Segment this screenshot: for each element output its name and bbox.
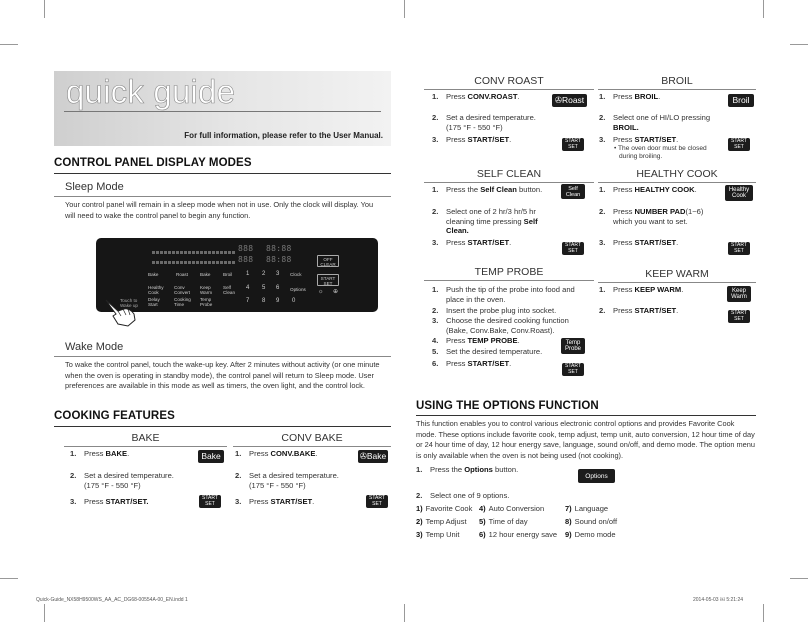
panel-lock-icon: ⊕ [333, 289, 339, 295]
step-number: 1. [599, 92, 606, 101]
panel-key-bake: Bake [148, 272, 159, 277]
key-line: SET [734, 143, 744, 150]
panel-key-2: 2 [262, 271, 266, 277]
step-text: . [315, 449, 318, 458]
healthy-cook-heading: HEALTHY COOK [636, 168, 718, 180]
display-segments [152, 251, 236, 254]
step-text: . [509, 238, 512, 247]
display-digits: 888 [238, 255, 254, 264]
conv-bake-start-key [366, 495, 388, 508]
section-heading-control-panel: CONTROL PANEL DISPLAY MODES [54, 157, 252, 169]
column-rule [598, 89, 756, 90]
step-number: 6. [432, 359, 439, 368]
conv-roast-heading: CONV ROAST [474, 75, 544, 87]
panel-key-6: 6 [276, 285, 280, 291]
panel-key-clock: Clock [290, 272, 302, 277]
step-text: . [658, 92, 661, 101]
panel-start-set-key: START SET [317, 274, 339, 286]
key-line: Temp [565, 339, 581, 346]
key-line: START [202, 495, 218, 501]
step-number: 1. [70, 449, 77, 458]
step-text: Press [613, 92, 635, 101]
panel-key-8: 8 [262, 298, 266, 304]
footer-timestamp: 2014-05-03 ￼ 5:21:24 [693, 597, 744, 603]
display-digits: 888 [238, 244, 254, 253]
step-text: Press [84, 497, 106, 506]
key-line: Warm [731, 294, 747, 300]
panel-wake-label: Touch to Wake up [120, 298, 138, 308]
step-text: Press [613, 135, 635, 144]
option-number: 8) [565, 517, 572, 526]
step-text: Press [446, 135, 468, 144]
wake-mode-text: To wake the control panel, touch the wake-up key. After 2 minutes without activity (or one minute when the oven is operating in standby mode), the control panel will return to Sleep mode. User preferences are available in this mode as well as timers, the oven light, and the control lock. [65, 360, 380, 391]
step-text: place in the oven. [446, 294, 506, 304]
panel-key-0: 0 [292, 298, 296, 304]
key-line: SET [372, 500, 382, 507]
option-number: 9) [565, 530, 572, 539]
keep-warm-start-key [728, 310, 750, 323]
step-number: 2. [432, 207, 439, 216]
option-number: 1) [416, 504, 423, 513]
step-bold: Clean. [446, 226, 469, 236]
key-line: SET [734, 315, 744, 322]
key-line: START [731, 138, 747, 144]
step-text: Press [613, 306, 635, 315]
step-text: . [509, 135, 512, 144]
step-bold: Self Clean [480, 185, 517, 194]
option-item [565, 530, 616, 539]
crop-mark [0, 44, 18, 45]
crop-mark [763, 0, 764, 18]
option-label: 12 hour energy save [488, 530, 558, 539]
panel-off-clear-key: OFF CLEAR [317, 255, 339, 267]
crop-mark [404, 604, 405, 622]
crop-mark [763, 604, 764, 622]
column-rule [424, 182, 594, 183]
column-rule [598, 182, 756, 183]
option-item [565, 504, 608, 513]
conv-roast-key [552, 94, 587, 107]
step-number: 3. [599, 135, 606, 144]
step-bold: Options [464, 465, 493, 474]
keep-warm-key [727, 286, 751, 302]
section-rule [54, 426, 391, 427]
step-number: 3. [432, 238, 439, 247]
step-number: 2. [432, 306, 439, 315]
step-text: Press [446, 336, 468, 345]
step-text: (175 °F - 550 °F) [446, 122, 503, 132]
conv-bake-heading: CONV BAKE [281, 432, 343, 444]
panel-key-self-clean: Self Clean [223, 285, 236, 295]
panel-key-conv-convert: Conv Convert [174, 285, 191, 295]
key-line: Clean [565, 191, 581, 198]
step-number: 3. [432, 316, 439, 325]
crop-mark [0, 578, 18, 579]
step-text: Press [613, 207, 635, 216]
step-text: Set a desired temperature. [446, 113, 536, 122]
temp-probe-key [561, 338, 585, 354]
step-text: Insert the probe plug into socket. [446, 306, 557, 315]
step-number: 1. [599, 185, 606, 194]
title-underline [64, 111, 381, 112]
step-bold: START/SET [634, 135, 677, 144]
step-bold: START/SET [467, 238, 510, 247]
panel-key-1: 1 [246, 271, 250, 277]
option-number: 5) [479, 517, 486, 526]
key-line: SET [568, 143, 578, 150]
display-clock: 88:88 [266, 255, 292, 264]
option-item [416, 530, 459, 539]
step-text: . [676, 135, 679, 144]
key-line: Healthy [728, 186, 750, 193]
step-text: Push the tip of the probe into food and [446, 285, 575, 294]
display-segments [152, 261, 236, 264]
crop-mark [44, 0, 45, 18]
step-text: (1~6) [685, 207, 704, 216]
crop-mark [44, 604, 45, 622]
crop-mark [404, 0, 405, 18]
step-bold: START/SET [467, 359, 510, 368]
crop-mark [790, 578, 808, 579]
step-text: . [676, 306, 679, 315]
control-panel-illustration [96, 238, 378, 312]
step-bold: CONV.ROAST [467, 92, 518, 101]
option-label: Favorite Cook [425, 504, 473, 513]
key-line: START [565, 138, 581, 144]
self-clean-start-key [562, 242, 584, 255]
crop-mark [790, 44, 808, 45]
section-heading-options: USING THE OPTIONS FUNCTION [416, 400, 599, 412]
step-text: . [676, 238, 679, 247]
healthy-cook-start-key [728, 242, 750, 255]
panel-light-icon: ☼ [318, 289, 324, 295]
page-subtitle: For full information, please refer to the User Manual. [184, 131, 383, 140]
step-text: button. [516, 185, 543, 194]
page-title: quick guide [66, 73, 236, 110]
step-number: 2. [416, 491, 423, 500]
key-line: SET [734, 247, 744, 254]
option-number: 6) [479, 530, 486, 539]
bake-key: Bake [198, 450, 224, 463]
step-text: Set a desired temperature. [84, 471, 174, 480]
step-bold: TEMP PROBE [467, 336, 518, 345]
note-line: • The oven door must be closed [614, 145, 707, 152]
option-label: Time of day [488, 517, 528, 526]
option-item [479, 504, 544, 513]
option-label: Temp Adjust [425, 517, 467, 526]
panel-key-options: Options [290, 287, 306, 292]
step-bold: START/SET [270, 497, 313, 506]
temp-probe-heading: TEMP PROBE [474, 266, 544, 278]
subsection-rule [54, 356, 391, 357]
step-text: (Bake, Conv.Bake, Conv.Roast). [446, 325, 555, 335]
key-line: START [731, 310, 747, 316]
healthy-cook-key [725, 185, 753, 201]
step-text: Press [84, 449, 106, 458]
step-text: (175 °F - 550 °F) [84, 480, 141, 490]
bake-start-key [199, 495, 221, 508]
display-clock: 88:88 [266, 244, 292, 253]
step-text: (175 °F - 550 °F) [249, 480, 306, 490]
step-bold: START/SET [634, 238, 677, 247]
key-line: Probe [564, 346, 581, 352]
step-text: Press [613, 285, 635, 294]
step-text: . [517, 92, 520, 101]
section-rule [54, 173, 391, 174]
step-bold: START/SET [467, 135, 510, 144]
step-text: . [127, 449, 130, 458]
option-number: 2) [416, 517, 423, 526]
key-line: SET [205, 500, 215, 507]
step-text: Select one of HI/LO pressing [613, 113, 711, 122]
step-text: . [517, 336, 520, 345]
option-number: 7) [565, 504, 572, 513]
panel-key-roast: Roast [176, 272, 189, 277]
step-text: Press [249, 497, 271, 506]
step-bold: BROIL [634, 92, 659, 101]
panel-key-keep-warm: Keep Warm [200, 285, 213, 295]
step-text: Set the desired temperature. [446, 347, 543, 356]
step-bold: Self [523, 216, 538, 226]
option-label: Sound on/off [574, 517, 618, 526]
step-number: 3. [432, 135, 439, 144]
step-text: Press [446, 238, 468, 247]
sleep-mode-text: Your control panel will remain in a sleep mode when not in use. Only the clock will display. You will need to wake the control panel to begin any function. [65, 200, 374, 220]
option-label: Language [574, 504, 609, 513]
step-text: . [681, 285, 684, 294]
broil-key: Broil [728, 94, 754, 107]
key-label: Roast [561, 95, 585, 105]
conv-roast-start-key [562, 138, 584, 151]
step-text: Press [249, 449, 271, 458]
keep-warm-heading: KEEP WARM [645, 268, 709, 280]
self-clean-heading: SELF CLEAN [476, 168, 542, 180]
step-number: 1. [235, 449, 242, 458]
column-rule [424, 89, 594, 90]
step-text: Press [613, 238, 635, 247]
step-text: Press [446, 359, 468, 368]
step-number: 1. [432, 285, 439, 294]
fan-icon: ✇ [359, 451, 367, 461]
panel-key-temp-probe: Temp Probe [200, 297, 213, 307]
key-line: Self [568, 185, 578, 192]
step-text: which you want to set. [613, 216, 688, 226]
broil-note [614, 145, 707, 161]
subsection-rule [54, 196, 391, 197]
option-item [416, 517, 467, 526]
temp-probe-start-key [562, 363, 584, 376]
step-bold: START/SET [634, 306, 677, 315]
broil-start-key [728, 138, 750, 151]
step-number: 3. [70, 497, 77, 506]
title-banner [54, 71, 391, 146]
panel-key-3: 3 [276, 271, 280, 277]
column-rule [64, 446, 227, 447]
panel-key-9: 9 [276, 298, 280, 304]
step-text: cleaning time pressing [446, 216, 524, 226]
panel-key-delay-start: Delay Start [148, 297, 160, 307]
step-number: 4. [432, 336, 439, 345]
key-line: START [565, 242, 581, 248]
step-number: 2. [70, 471, 77, 480]
step-bold: NUMBER PAD [634, 207, 686, 216]
key-line: SET [568, 247, 578, 254]
footer-filename: Quick-Guide_NX58H9500WS_AA_AC_DG68-00554A-00_EN.indd 1 [36, 597, 188, 603]
step-text: Press the [446, 185, 481, 194]
panel-key-4: 4 [246, 285, 250, 291]
step-bold: HEALTHY COOK [634, 185, 695, 194]
panel-key-broil: Broil [223, 272, 233, 277]
step-bold: CONV.BAKE [270, 449, 316, 458]
key-line: SET [568, 368, 578, 375]
step-text: . [509, 359, 512, 368]
step-text: Choose the desired cooking function [446, 316, 569, 325]
conv-bake-key [358, 450, 388, 463]
option-item [565, 517, 617, 526]
section-rule [416, 415, 756, 416]
column-rule [233, 446, 391, 447]
wake-mode-title: Wake Mode [65, 341, 124, 353]
note-line: during broiling. [619, 153, 663, 160]
option-label: Demo mode [574, 530, 616, 539]
step-number: 2. [599, 113, 606, 122]
panel-key-5: 5 [262, 285, 266, 291]
step-number: 3. [599, 238, 606, 247]
panel-key-bake-2: Bake [200, 272, 211, 277]
step-text: Press [613, 185, 635, 194]
self-clean-key [561, 184, 585, 199]
key-line: Cook [731, 193, 746, 199]
option-item [479, 517, 528, 526]
step-number: 5. [432, 347, 439, 356]
panel-key-healthy-cook: Healthy Cook [148, 285, 164, 295]
option-item [416, 504, 472, 513]
step-number: 1. [599, 285, 606, 294]
step-number: 2. [235, 471, 242, 480]
bake-heading: BAKE [131, 432, 160, 444]
step-number: 2. [599, 207, 606, 216]
step-number: 1. [432, 185, 439, 194]
key-label: Bake [366, 451, 387, 461]
step-text: . [312, 497, 315, 506]
step-text: Press the [430, 465, 465, 474]
step-number: 2. [599, 306, 606, 315]
step-text: Press [446, 92, 468, 101]
option-number: 4) [479, 504, 486, 513]
step-number: 3. [235, 497, 242, 506]
panel-key-cooking-time: Cooking Time [174, 297, 191, 307]
option-label: Temp Unit [425, 530, 460, 539]
step-text: Select one of 2 hr/3 hr/5 hr [446, 207, 536, 216]
hand-pointer-icon [104, 298, 138, 328]
broil-heading: BROIL [661, 75, 693, 87]
key-line: START [565, 363, 581, 369]
step-number: 1. [432, 92, 439, 101]
sleep-mode-title: Sleep Mode [65, 181, 124, 193]
step-number: 1. [416, 465, 423, 474]
panel-key-7: 7 [246, 298, 250, 304]
step-bold: BROIL. [613, 122, 639, 132]
column-rule [598, 282, 756, 283]
option-label: Auto Conversion [488, 504, 545, 513]
key-line: Keep [731, 287, 746, 294]
step-text: Select one of 9 options. [430, 491, 510, 500]
step-bold: KEEP WARM [634, 285, 682, 294]
step-text: . [694, 185, 697, 194]
key-line: START [731, 242, 747, 248]
options-key: Options [578, 469, 615, 483]
step-bold: BAKE [105, 449, 128, 458]
step-bold: START/SET. [105, 497, 149, 506]
section-heading-cooking-features: COOKING FEATURES [54, 410, 175, 422]
step-text: Set a desired temperature. [249, 471, 339, 480]
column-rule [424, 280, 594, 281]
step-text: button. [492, 465, 519, 474]
options-text: This function enables you to control various electronic control options and provides Favorite Cook mode. These options include favorite cook, temp adjust, temp unit, auto conversion, 12 hour time of day or 24 hour time of day, 12 hour energy save, language, sound on/off, and demo mode. The option menu is only available when the oven is not being used (not cooking). [416, 419, 755, 460]
option-number: 3) [416, 530, 423, 539]
key-line: START [369, 495, 385, 501]
fan-icon: ✇ [554, 95, 562, 105]
option-item [479, 530, 557, 539]
step-number: 2. [432, 113, 439, 122]
